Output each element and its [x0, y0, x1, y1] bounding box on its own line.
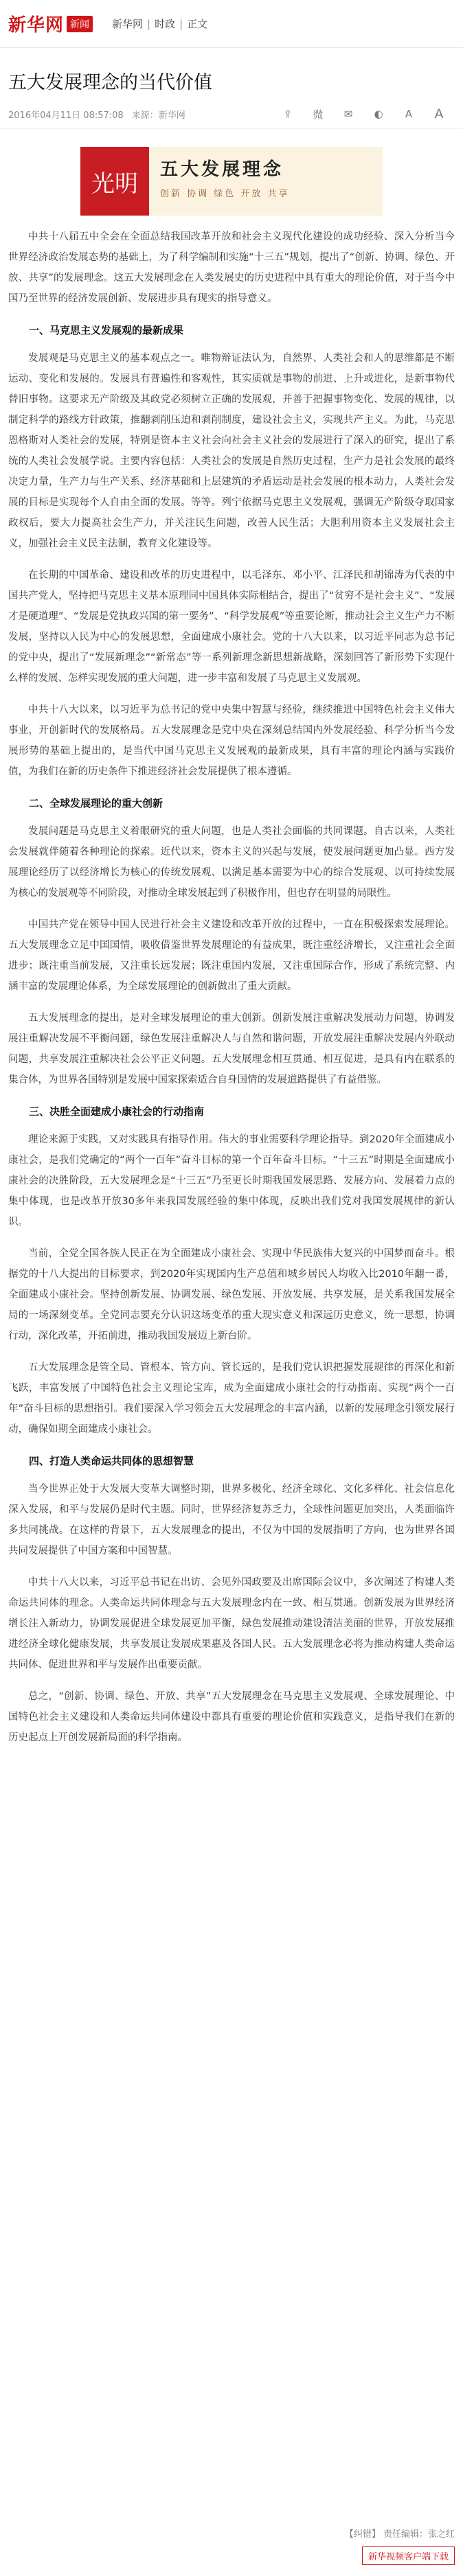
logo-tag: 新闻 — [67, 16, 93, 32]
article-title: 五大发展理念的当代价值 — [8, 72, 212, 93]
body-paragraph: 理论来源于实践，又对实践具有指导作用。伟大的事业需要科学理论指导。到2020年全面建成小康社会，是我们党确定的“两个一百年”奋斗目标的第一个百年奋斗目标。“十三五”时期是全面建成小康社会的决胜阶段，五大发展理念是“十三五”乃至更长时期我国发展思路、发展方向、发展着力点的集中体现，也是改革开放30多年来我国发展经验的集中体现，反映出我们党对我国发展规律的新认识。 — [8, 1134, 455, 1228]
body-paragraph: 中共十八大以来，习近平总书记在出访、会见外国政要及出席国际会议中，多次阐述了构建人类命运共同体的理念。人类命运共同体理念与五大发展理念内在一致、相互贯通。创新发展为世界经济增长注入新动力，协调发展促进全球发展更加平衡，绿色发展推动建设清洁美丽的世界，开放发展推进经济全球化健康发展，共享发展让发展成果惠及各国人民。五大发展理念必将为推动构建人类命运共同体、促进世界和平与发展作出重要贡献。 — [8, 1577, 455, 1670]
body-paragraph: 发展观是马克思主义的基本观点之一。唯物辩证法认为，自然界、人类社会和人的思维都是不断运动、变化和发展的。发展具有普遍性和客观性，其实质就是事物的前进、上升或进化，是新事物代替旧事物。这要求无产阶级及其政党必须树立正确的发展观，并善于把握事物变化、发展的规律，以制定科学的路线方针政策，推翻剥削压迫和剥削制度，建设社会主义，实现共产主义。为此，马克思恩格斯对人类社会的发展，特别是资本主义社会向社会主义社会的发展进行了深入的研究，提出了系统的人类社会发展学说。主要内容包括：人类社会的发展是自然历史过程，生产力是社会发展的最终决定力量，生产力与生产关系、经济基础和上层建筑的矛盾运动是社会发展的根本动力，人类社会发展的目标是实现每个人自由全面的发展。等等。列宁依据马克思主义发展观，强调无产阶级夺取国家政权后，要大力提高社会生产力，并关注民生问题，改善人民生活；大胆利用资本主义发展社会主义，加强社会主义民主法制，教育文化建设等。 — [8, 353, 455, 549]
banner-text — [149, 147, 383, 216]
banner-title: 五大发展理念 — [160, 159, 284, 180]
article-footer — [0, 2527, 463, 2565]
section-heading: 三、决胜全面建成小康社会的行动指南 — [29, 1105, 205, 1118]
app-download-button[interactable]: 新华视频客户端下载 — [362, 2546, 455, 2565]
body-paragraph: 中国共产党在领导中国人民进行社会主义建设和改革开放的过程中，一直在积极探索发展理论。五大发展理念立足中国国情，吸收借鉴世界发展理论的有益成果，既注重经济增长，又注重社会全面进步；既注重当前发展，又注重长远发展；既注重国内发展，又注重国际合作，形成了系统完整、内涵丰富的发展理论体系，为全球发展理论的创新做出了重大贡献。 — [8, 919, 455, 992]
article-body — [0, 227, 463, 1748]
banner-seal: 光明 — [80, 147, 149, 216]
article-source: 来源：新华网 — [131, 110, 185, 121]
breadcrumb-separator: | — [147, 17, 151, 30]
body-paragraph: 总之，“创新、协调、绿色、开放、共享”五大发展理念在马克思主义发展观、全球发展理论、中国特色社会主义建设和人类命运共同体建设中都具有重要的理论价值和实践意义，是指导我们在新的历史起点上开创发展新局面的科学指南。 — [8, 1691, 455, 1743]
weibo-icon[interactable]: 微 — [313, 108, 324, 121]
app-download — [8, 2546, 455, 2565]
font-large-icon[interactable]: A — [434, 106, 444, 122]
share-toolbar — [280, 106, 455, 122]
breadcrumb-separator: | — [179, 17, 183, 30]
article-banner — [80, 147, 383, 216]
qzone-icon[interactable]: ◐ — [374, 108, 383, 120]
section-heading: 一、马克思主义发展观的最新成果 — [29, 324, 184, 336]
breadcrumb-home[interactable]: 新华网 — [112, 18, 144, 30]
body-paragraph: 当前，全党全国各族人民正在为全面建成小康社会、实现中华民族伟大复兴的中国梦而奋斗。根据党的十八大提出的目标要求，到2020年实现国内生产总值和城乡居民人均收入比2010年翻一番，全面建成小康社会。坚持创新发展、协调发展、绿色发展、开放发展、共享发展，是关系我国发展全局的一场深刻变革。全党同志要充分认识这场变革的重大现实意义和深远历史意义，统一思想，协调行动，深化改革，开拓前进，推动我国发展迈上新台阶。 — [8, 1248, 455, 1342]
banner-subtitle: 创新 协调 绿色 开放 共享 — [160, 189, 290, 199]
font-small-icon[interactable]: A — [405, 108, 413, 120]
breadcrumb-current: 正文 — [187, 18, 208, 30]
share-icon[interactable]: ⇪ — [283, 108, 293, 120]
wechat-icon[interactable]: ✉ — [343, 108, 353, 120]
site-logo[interactable]: 新华网 — [8, 15, 65, 36]
section-heading: 二、全球发展理论的重大创新 — [29, 797, 163, 809]
body-paragraph: 发展问题是马克思主义着眼研究的重大问题，也是人类社会面临的共同课题。自古以来，人类社会发展就伴随着各种理论的探索。近代以来，资本主义的兴起与发展，使发展问题更加凸显。西方发展理论经历了以经济增长为核心的传统发展观、以满足基本需要为中心的综合发展观、以可持续发展为核心的发展观等不同阶段，对推动全球发展起到了积极作用，但也存在明显的局限性。 — [8, 826, 455, 899]
section-heading: 四、打造人类命运共同体的思想智慧 — [29, 1455, 194, 1467]
top-navbar — [0, 0, 463, 48]
publish-date: 2016年04月11日 08:57:08 — [8, 110, 124, 121]
body-paragraph: 中共十八届五中全会在全面总结我国改革开放和社会主义现代化建设的成功经验、深入分析当今世界经济政治发展态势的基础上，为了科学编制和实施“十三五”规划，提出了“创新、协调、绿色、开放、共享”的发展理念。这五大发展理念在人类发展史的历史进程中具有重大的理论价值，对于当今中国乃至世界的经济发展创新、发展进步具有现实的指导意义。 — [8, 231, 455, 304]
editor-line: 【纠错】 责任编辑：张之红 — [344, 2529, 455, 2540]
body-paragraph: 当今世界正处于大发展大变革大调整时期，世界多极化、经济全球化、文化多样化、社会信息化深入发展，和平与发展仍是时代主题。同时，世界经济复苏乏力，全球性问题更加突出，人类面临许多共同挑战。在这样的背景下，五大发展理念的提出，不仅为中国的发展指明了方向，也为世界各国共同发展提供了中国方案和中国智慧。 — [8, 1484, 455, 1556]
body-paragraph: 五大发展理念是管全局、管根本、管方向、管长远的，是我们党认识把握发展规律的再深化和新飞跃，丰富发展了中国特色社会主义理论宝库，成为全面建成小康社会的行动指南、实现“两个一百年”奋斗目标的思想指引。我们要深入学习领会五大发展理念的丰富内涵，以新的发展理念引领发展行动，确保如期全面建成小康社会。 — [8, 1362, 455, 1435]
breadcrumb-politics[interactable]: 时政 — [155, 18, 176, 30]
breadcrumb — [112, 16, 207, 31]
body-paragraph: 五大发展理念的提出，是对全球发展理论的重大创新。创新发展注重解决发展动力问题，协调发展注重解决发展不平衡问题，绿色发展注重解决人与自然和谐问题，开放发展注重解决发展内外联动问题，共享发展注重解决社会公平正义问题。五大发展理念相互贯通、相互促进，是具有内在联系的集合体，为世界各国特别是发展中国家探索适合自身国情的发展道路提供了有益借鉴。 — [8, 1013, 455, 1085]
article-meta — [0, 106, 463, 129]
body-paragraph: 在长期的中国革命、建设和改革的历史进程中，以毛泽东、邓小平、江泽民和胡锦涛为代表的中国共产党人，坚持把马克思主义基本原理同中国具体实际相结合，提出了“贫穷不是社会主义”、“发展才是硬道理”、“发展是党执政兴国的第一要务”、“科学发展观”等重要论断，推动社会主义生产力不断发展，坚持以人民为中心的发展思想，全面建成小康社会。党的十八大以来，以习近平同志为总书记的党中央，提出了“发展新理念”“新常态”等一系列新理念新思想新战略，深刻回答了新形势下实现什么样的发展、怎样实现发展的重大问题，进一步丰富和发展了马克思主义发展观。 — [8, 570, 455, 684]
body-paragraph: 中共十八大以来，以习近平为总书记的党中央集中智慧与经验，继续推进中国特色社会主义伟大事业，开创新时代的发展格局。五大发展理念是党中央在深刻总结国内外发展经验、科学分析当今发展形势的基础上提出的，是当代中国马克思主义发展观的最新成果，具有丰富的理论内涵与实践价值，为我们在新的历史条件下推进经济社会发展提供了根本遵循。 — [8, 704, 455, 777]
